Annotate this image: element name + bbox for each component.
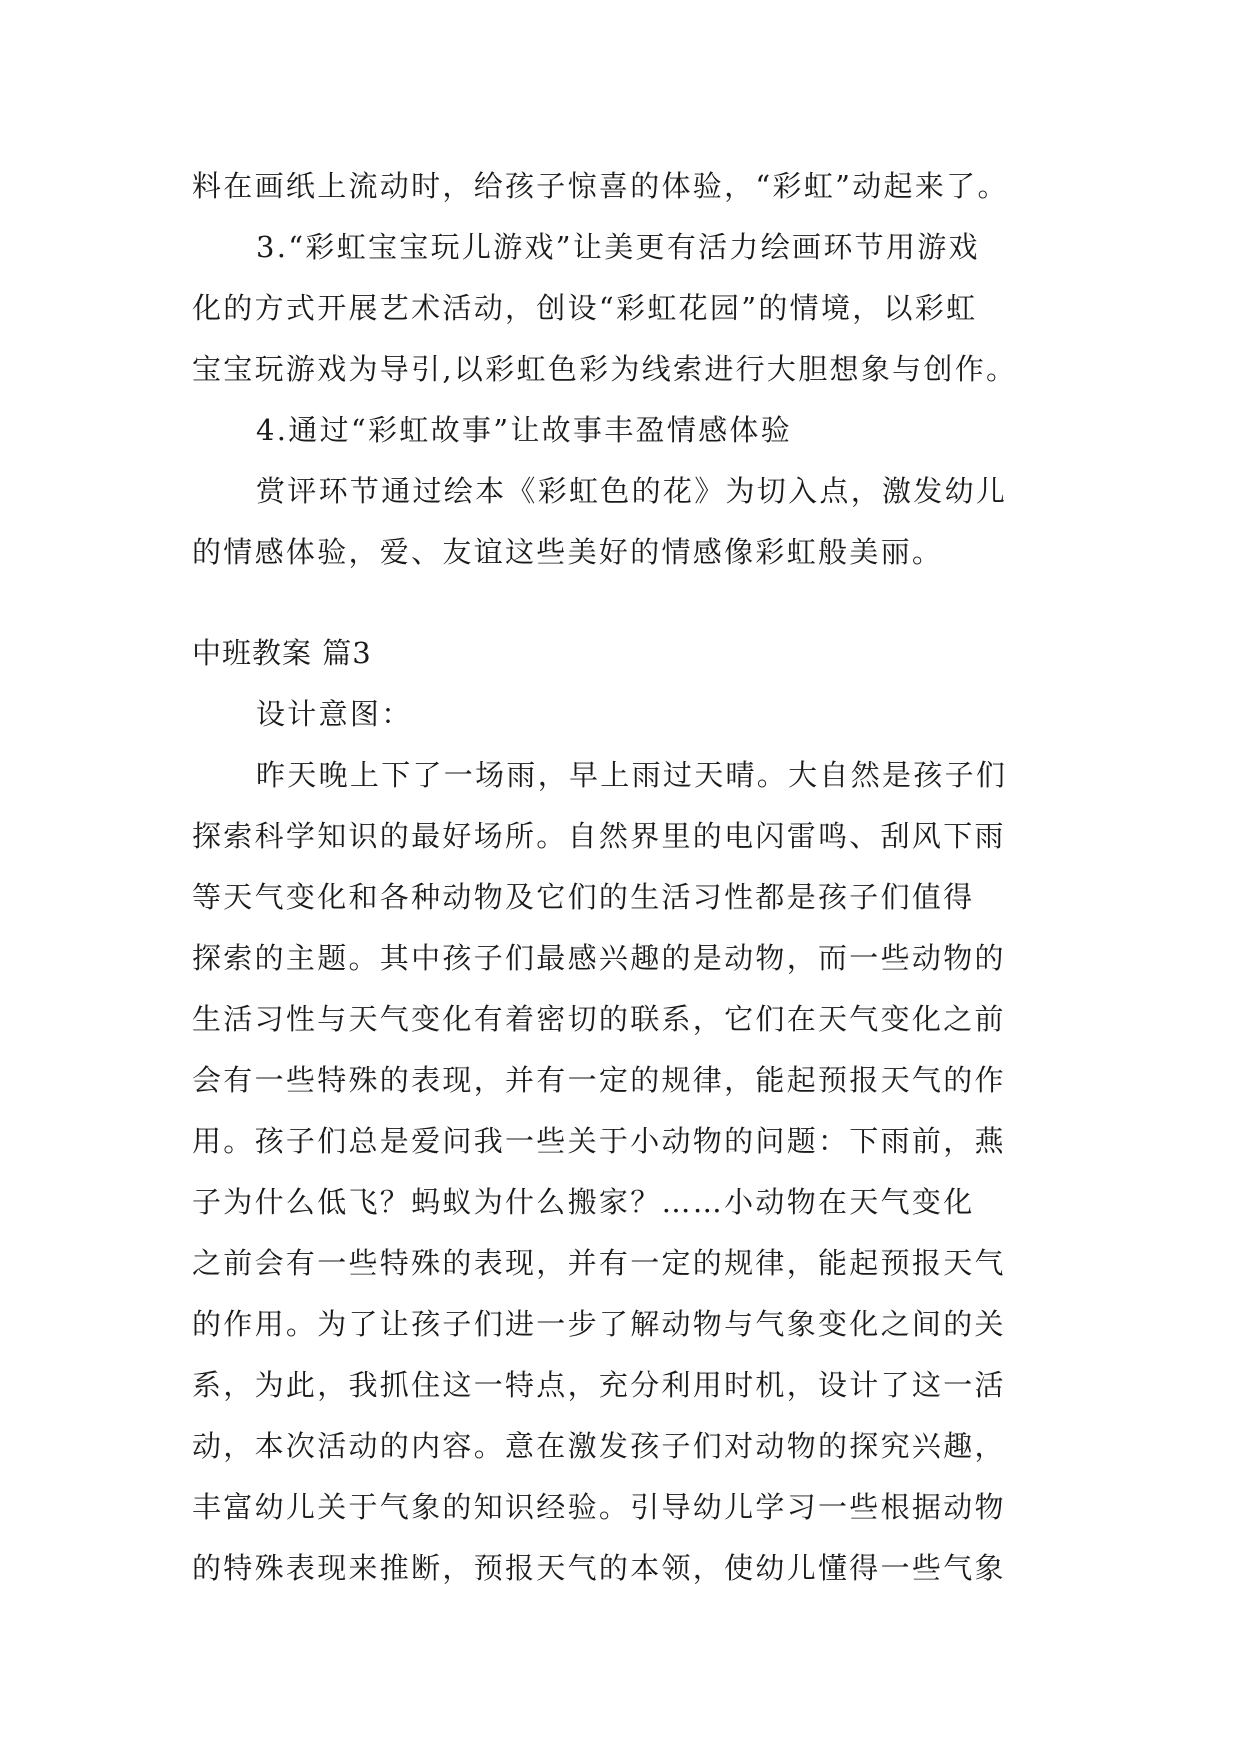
list-item-4: 4.通过“彩虹故事”让故事丰盈情感体验 xyxy=(256,413,793,447)
list-item-3: 3.“彩虹宝宝玩儿游戏”让美更有活力绘画环节用游戏 xyxy=(256,230,980,264)
paragraph-line: 生活习性与天气变化有着密切的联系，它们在天气变化之前 xyxy=(192,1002,1006,1036)
paragraph-line: 之前会有一些特殊的表现，并有一定的规律，能起预报天气 xyxy=(192,1246,1006,1280)
paragraph-line: 子为什么低飞？蚂蚁为什么搬家？……小动物在天气变化 xyxy=(192,1185,975,1219)
paragraph-line: 赏评环节通过绘本《彩虹色的花》为切入点，激发幼儿 xyxy=(256,474,1008,508)
paragraph-line: 用。孩子们总是爱问我一些关于小动物的问题：下雨前，燕 xyxy=(192,1124,1006,1158)
paragraph-line: 丰富幼儿关于气象的知识经验。引导幼儿学习一些根据动物 xyxy=(192,1490,1006,1524)
paragraph-line: 探索的主题。其中孩子们最感兴趣的是动物，而一些动物的 xyxy=(192,941,1006,975)
paragraph-line: 的情感体验，爱、友谊这些美好的情感像彩虹般美丽。 xyxy=(192,535,944,569)
paragraph-line: 系，为此，我抓住这一特点，充分利用时机，设计了这一活 xyxy=(192,1368,1006,1402)
paragraph-line: 动，本次活动的内容。意在激发孩子们对动物的探究兴趣， xyxy=(192,1429,1006,1463)
section-heading: 中班教案 篇3 xyxy=(192,636,372,670)
paragraph-line: 化的方式开展艺术活动，创设“彩虹花园”的情境，以彩虹 xyxy=(192,291,978,325)
paragraph-line: 等天气变化和各种动物及它们的生活习性都是孩子们值得 xyxy=(192,880,975,914)
paragraph-line: 会有一些特殊的表现，并有一定的规律，能起预报天气的作 xyxy=(192,1063,1006,1097)
paragraph-line: 料在画纸上流动时，给孩子惊喜的体验，“彩虹”动起来了。 xyxy=(192,169,1009,203)
paragraph-line: 的特殊表现来推断，预报天气的本领，使幼儿懂得一些气象 xyxy=(192,1551,1006,1585)
subheading: 设计意图： xyxy=(256,697,413,731)
paragraph-line: 的作用。为了让孩子们进一步了解动物与气象变化之间的关 xyxy=(192,1307,1006,1341)
paragraph-line: 昨天晚上下了一场雨，早上雨过天晴。大自然是孩子们 xyxy=(256,758,1008,792)
paragraph-line: 宝宝玩游戏为导引,以彩虹色彩为线索进行大胆想象与创作。 xyxy=(192,352,1018,386)
paragraph-line: 探索科学知识的最好场所。自然界里的电闪雷鸣、刮风下雨 xyxy=(192,819,1006,853)
